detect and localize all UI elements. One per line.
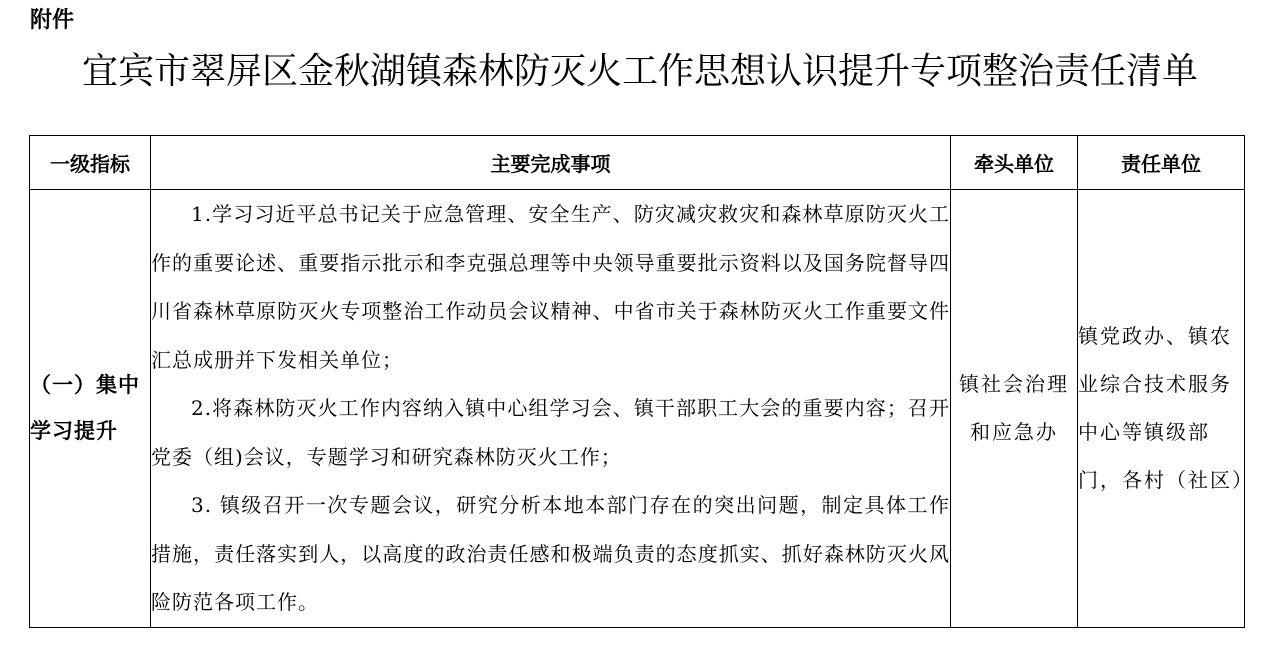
table-row: [30, 190, 1245, 628]
task-item: 1.学习习近平总书记关于应急管理、安全生产、防灾减灾救灾和森林草原防灭火工作的重要论述、重要指示批示和李克强总理等中央领导重要批示资料以及国务院督导四川省森林草原防灭火专项整治工作动员会议精神、中省市关于森林防灭火工作重要文件汇总成册并下发相关单位；: [151, 202, 950, 372]
header-main-tasks: 主要完成事项: [151, 136, 951, 190]
task-item: 2.将森林防灭火工作内容纳入镇中心组学习会、镇干部职工大会的重要内容；召开党委（组)会议，专题学习和研究森林防灭火工作；: [151, 396, 950, 469]
responsibility-table: [29, 135, 1254, 628]
header-lead-unit: 牵头单位: [951, 136, 1078, 190]
header-responsible-unit: 责任单位: [1078, 136, 1245, 190]
lead-unit-cell: 镇社会治理和应急办: [951, 190, 1078, 628]
indicator-cell: （一）集中学习提升: [30, 190, 151, 628]
responsible-unit-cell: 镇党政办、镇农业综合技术服务中心等镇级部门，各村（社区）: [1078, 190, 1245, 628]
main-tasks-cell: [151, 190, 951, 628]
table-header-row: [30, 136, 1245, 190]
attachment-label: 附件: [30, 8, 75, 33]
document-title: 宜宾市翠屏区金秋湖镇森林防灭火工作思想认识提升专项整治责任清单: [81, 51, 1198, 92]
task-item: 3. 镇级召开一次专题会议，研究分析本地本部门存在的突出问题，制定具体工作措施，责任落实到人，以高度的政治责任感和极端负责的态度抓实、抓好森林防灭火风险防范各项工作。: [151, 493, 950, 614]
header-indicator: 一级指标: [30, 136, 151, 190]
